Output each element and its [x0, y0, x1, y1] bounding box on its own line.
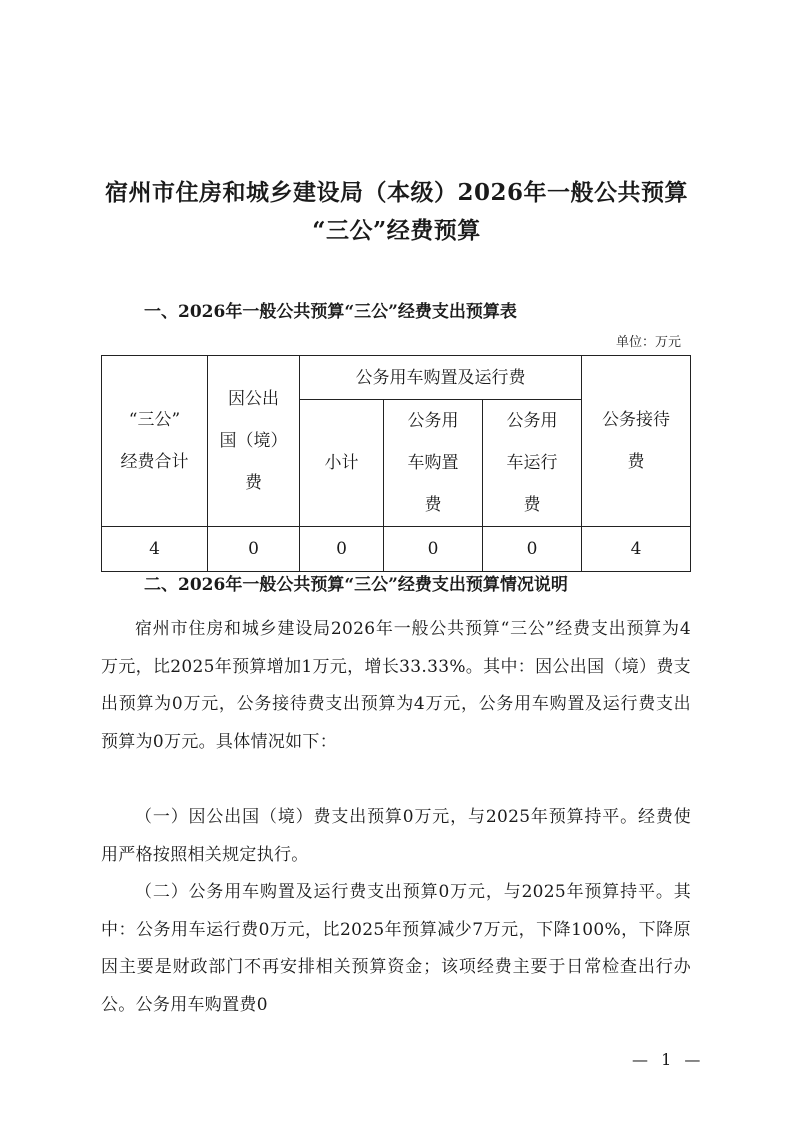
header-operation-text: 公务用 车运行 费 — [506, 411, 558, 515]
paragraph-vehicle: （二）公务用车购置及运行费支出预算0万元，与2025年预算持平。其中：公务用车运行费0万元，比2025年预算减少7万元，下降100%，下降原因主要是财政部门不再安排相关预算资金；该项经费主要于日常检查出行办公。公务用车购置费0 — [101, 882, 691, 1015]
section1-heading: 一、2026年一般公共预算“三公”经费支出预算表 — [144, 302, 517, 322]
value-subtotal: 0 — [300, 527, 384, 572]
document-title-line1: 宿州市住房和城乡建设局（本级）2026年一般公共预算 — [104, 179, 688, 206]
header-purchase-text: 公务用 车购置 费 — [407, 411, 459, 515]
value-total: 4 — [102, 527, 208, 572]
header-operation — [483, 400, 582, 527]
paragraph-overview: 宿州市住房和城乡建设局2026年一般公共预算“三公”经费支出预算为4万元，比2025年预算增加1万元，增长33.33%。其中：因公出国（境）费支出预算为0万元，公务接待费支出预算为4万元，公务用车购置及运行费支出预算为0万元。具体情况如下： — [101, 619, 691, 752]
page-number: — 1 — — [632, 1050, 705, 1069]
paragraph-abroad: （一）因公出国（境）费支出预算0万元，与2025年预算持平。经费使用严格按照相关规定执行。 — [101, 807, 691, 865]
header-purchase — [384, 400, 483, 527]
header-abroad-text: 因公出 国（境） 费 — [219, 389, 288, 493]
header-total-text: “三公” 经费合计 — [120, 410, 189, 472]
value-operation: 0 — [483, 527, 582, 572]
header-vehicle-group: 公务用车购置及运行费 — [300, 356, 582, 400]
header-abroad — [208, 356, 300, 527]
value-abroad: 0 — [208, 527, 300, 572]
header-reception-text: 公务接待 费 — [602, 410, 670, 472]
budget-table — [101, 355, 691, 572]
value-reception: 4 — [582, 527, 691, 572]
header-subtotal: 小计 — [300, 400, 384, 527]
value-purchase: 0 — [384, 527, 483, 572]
section2-heading: 二、2026年一般公共预算“三公”经费支出预算情况说明 — [144, 575, 568, 595]
unit-label: 单位：万元 — [615, 335, 681, 350]
header-reception — [582, 356, 691, 527]
header-total — [102, 356, 208, 527]
table-header-row-1 — [102, 356, 691, 400]
document-title-line2: “三公”经费预算 — [312, 217, 481, 244]
table-row — [102, 527, 691, 572]
